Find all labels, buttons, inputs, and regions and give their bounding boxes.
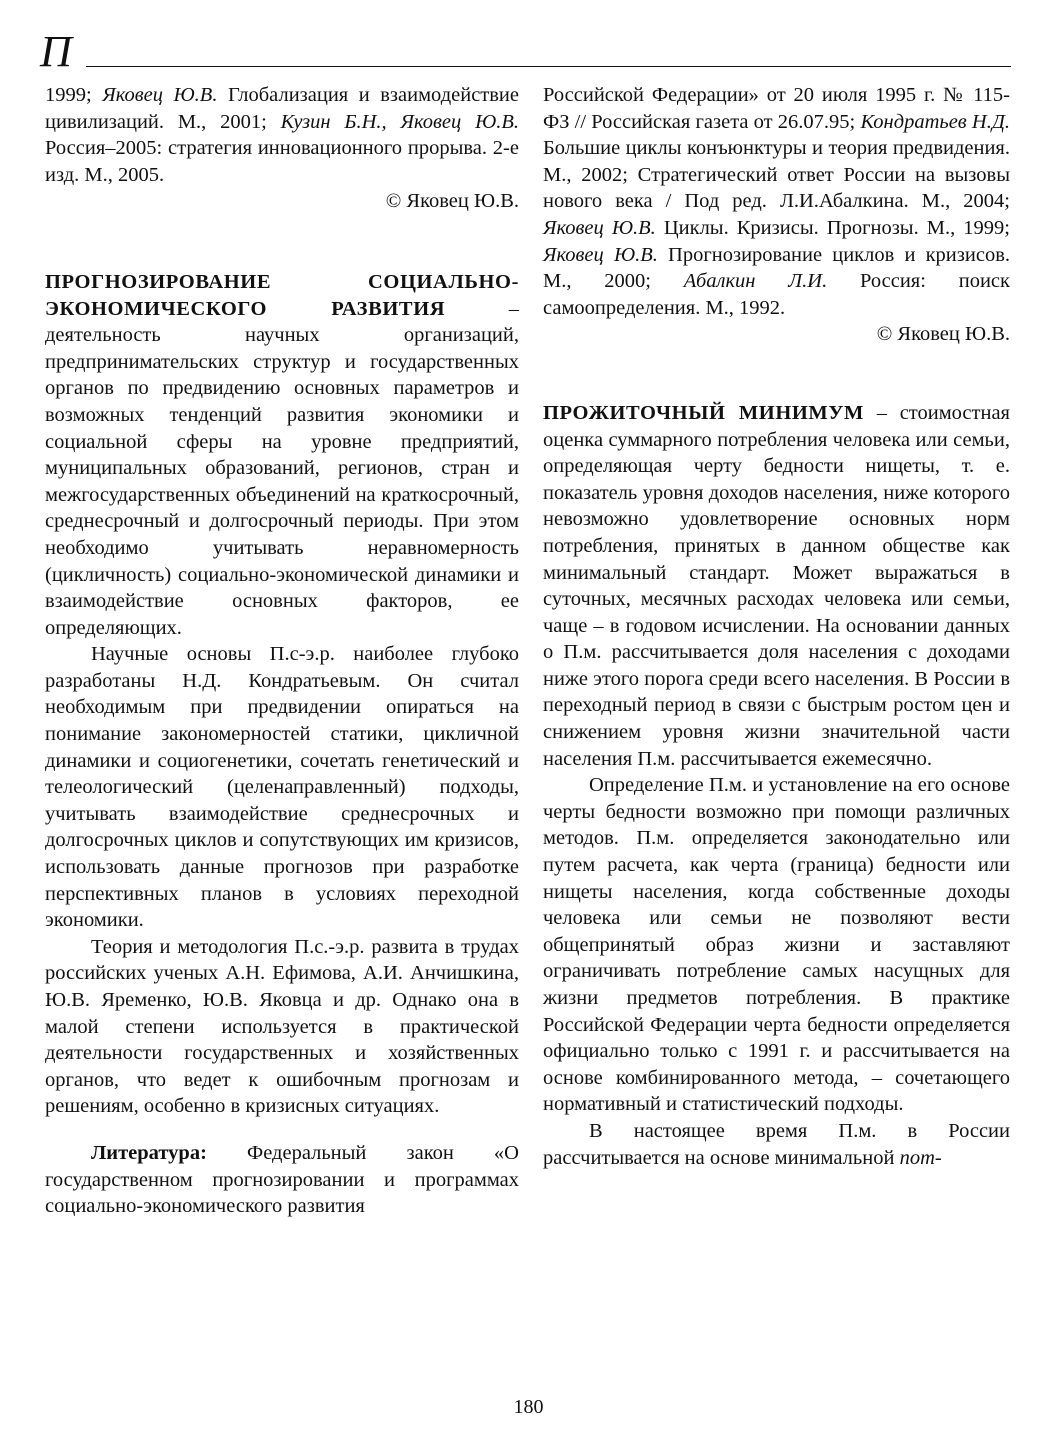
article-term: ПРОГНОЗИРОВАНИЕ СОЦИАЛЬНО-ЭКОНОМИЧЕСКОГО РАЗВИТИЯ [45, 270, 519, 320]
literature-paragraph [45, 1140, 519, 1220]
copyright-line: © Яковец Ю.В. [876, 323, 1010, 346]
lit-author: Яковец Ю.В. [102, 84, 218, 106]
lit-text: Циклы. Кризисы. Прогнозы. М., 1999; [655, 216, 1010, 239]
lit-author: Яковец Ю.В. [543, 243, 658, 266]
literature-continuation [543, 82, 1010, 321]
lit-text: Россия: поиск самоопределения. М., 1992. [543, 270, 1010, 319]
literature-label: Литература: [91, 1141, 207, 1164]
lit-text: Большие циклы конъюнктуры и теория предвидения. М., 2002; Стратегический ответ России на вызовы нового века / Под ред. Л.И.Абалкина. М., 2004; [543, 137, 1010, 213]
lit-text: Федеральный закон «О государственном прогнозировании и программах социально-экономического развития [45, 1141, 519, 1218]
article-paragraph: Определение П.м. и установление на его основе черты бедности возможно при помощи различных методов. П.м. определяется законодательно или путем расчета, как черта (граница) бедности или нищеты населения, когда собственные доходы человека или семьи не позволяют вести общепринятый образ жизни и заставляют ограничивать потребление самых насущных для жизни предметов потребления. В практике Российской Федерации черта бедности определяется официально только с 1991 г. и рассчитывается на основе комбинированного метода, – сочетающего нормативный и статистический подходы. [543, 774, 1010, 1116]
lit-author: Кузин Б.Н., Яковец Ю.В. [280, 110, 520, 133]
lit-text: Российской Федерации» от 20 июля 1995 г. № 115-ФЗ // Российская газета от 26.07.95; [543, 84, 1010, 133]
article-paragraph: Научные основы П.с-э.р. наиболее глубоко разработаны Н.Д. Кондратьевым. Он считал необходимым при предвидении опираться на понимание закономерностей статики, цикличной динамики и социогенетики, сочетать генетический и телеологический (целенаправленный) подходы, учитывать взаимодействие среднесрочных и долгосрочных циклов и сопутствующих им кризисов, использовать данные прогнозов при разработке перспективных планов в условиях переходной экономики. [45, 643, 519, 932]
lit-text: Глобализация и взаимодействие цивилизаций. М., 2001; [45, 84, 520, 133]
literature-continuation [45, 82, 519, 188]
copyright-line: © Яковец Ю.В. [385, 190, 519, 213]
definition-text: – стоимостная оценка суммарного потребления человека или семьи, определяющая черту бедности нищеты, т. е. показатель уровня доходов населения, ниже которого невозможно удовлетворение основных норм потребления, принятых в данном обществе как минимальный стандарт. Может выражаться в суточных, месячных расходах человека или семьи, чаще – в годовом исчислении. На основании данных о П.м. рассчитывается доля населения с доходами ниже этого порога среди всего населения. В России в переходный период в связи с быстрым ростом цен и снижением уровня жизни значительной части населения П.м. рассчитывается ежемесячно. [543, 401, 1010, 770]
article-definition [543, 400, 1010, 772]
article-definition [45, 269, 519, 641]
paragraph-text: В настоящее время П.м. в России рассчитывается на основе минимальной [543, 1119, 1010, 1169]
header-rule [86, 66, 1011, 67]
article-paragraph [543, 1118, 1010, 1171]
article-paragraph: Теория и методология П.с.-э.р. развита в трудах российских ученых А.Н. Ефимова, А.И. Анчишкина, Ю.В. Яременко, Ю.В. Яковца и др. Однако она в малой степени используется в практической деятельности государственных и хозяйственных органов, что ведет к ошибочным прогнозам и решениям, особенно в кризисных ситуациях. [45, 935, 519, 1118]
lit-text: Прогнозирование циклов и кризисов. М., 2000; [543, 243, 1010, 293]
lit-author: Кондратьев Н.Д. [860, 110, 1010, 133]
left-column [45, 82, 519, 1220]
page-number: 180 [513, 1396, 544, 1418]
lit-text: 1999; [45, 84, 103, 106]
lit-author: Яковец Ю.В. [543, 216, 656, 239]
lit-text: Россия–2005: стратегия инновационного прорыва. 2-е изд. М., 2005. [45, 137, 519, 186]
right-column [543, 82, 1010, 1171]
paragraph-text-italic: пот- [899, 1146, 942, 1169]
section-letter: П [40, 27, 72, 76]
lit-author: Абалкин Л.И. [683, 270, 828, 293]
article-term: ПРОЖИТОЧНЫЙ МИНИМУМ [543, 401, 864, 424]
definition-text: – деятельность научных организаций, предпринимательских структур и государственных органов по предвидению основных параметров и возможных тенденций развития экономики и социальной сферы на уровне предприятий, муниципальных образований, регионов, стран и межгосударственных объединений на краткосрочный, среднесрочный и долгосрочный периоды. При этом необходимо учитывать неравномерность (цикличность) социально-экономической динамики и взаимодействие основных факторов, ее определяющих. [45, 297, 520, 639]
